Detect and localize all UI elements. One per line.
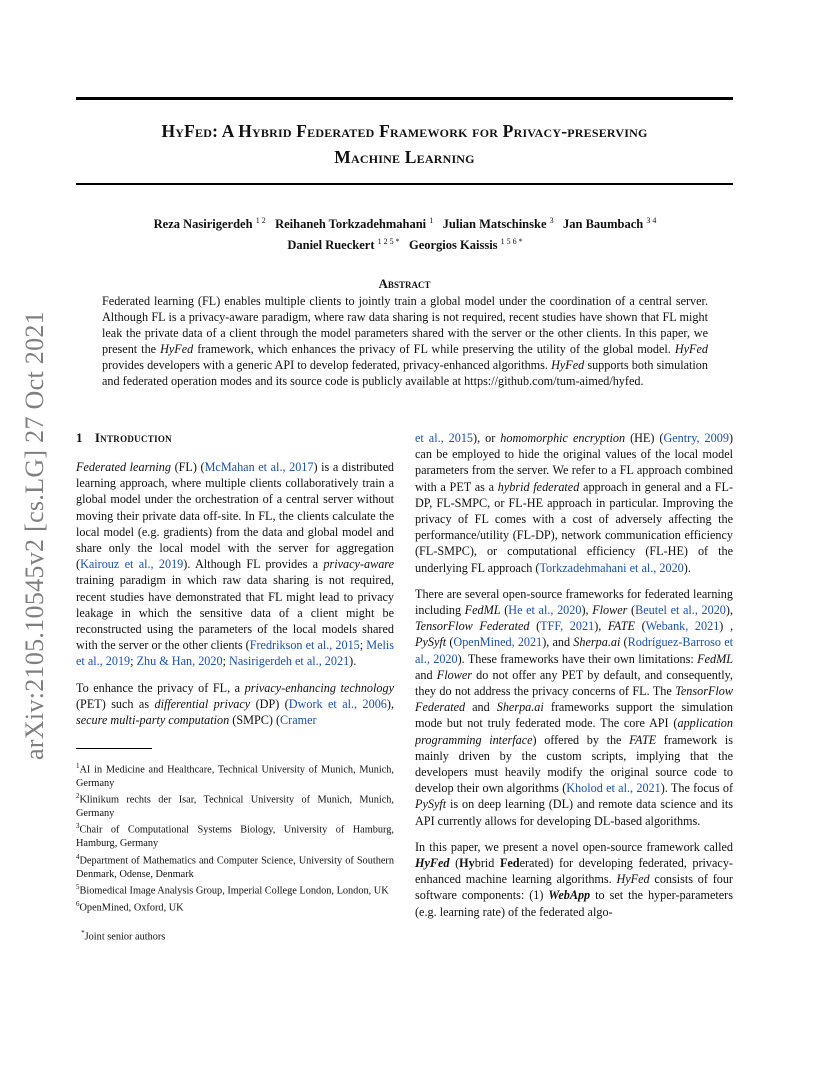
emphasis: Sherpa.ai [496,700,544,715]
abstract-text: framework, which enhances the privacy of FL while preserving the utility of the global model. [193,342,675,356]
footnote [76,790,394,820]
text: ), [386,696,394,711]
abstract-body [102,293,708,389]
abstract-text: supports both simulation and federated operation modes and its source code is publicly available at https://github.com/tum-aimed/hyfed. [102,358,708,388]
author-line-2 [90,233,720,254]
text: ; [130,654,137,669]
citation-link[interactable]: Fredrikson et al., 2015 [249,638,360,653]
emphasis: PySyft [415,635,447,650]
paragraph [76,680,394,729]
text: (HE) ( [625,431,664,445]
footnote [76,881,394,898]
text: ), [725,603,734,618]
footnote [76,820,394,850]
author-name: Jan Baumbach [563,217,644,232]
emphasis: Fed [499,856,520,871]
text: ; [222,654,230,669]
title-line-2: Machine Learning [334,147,475,167]
right-column [415,430,733,930]
author-affiliation: 1 2 [255,216,266,225]
emphasis: Flower [436,667,472,682]
text: ), [581,603,593,618]
text: frameworks support the simulation mode but not truly federated mode. The core API ( [415,700,733,731]
text: is on deep learning (DL) and remote data science and its API currently allows for developing DL-based algorithms. [415,797,733,828]
text: (FL) ( [170,460,205,474]
author-affiliation: 3 [549,216,554,225]
emphasis: FATE [629,732,657,747]
author-name: Reihaneh Torkzadehmahani [275,217,427,232]
author-line-1 [90,212,720,233]
section-number: 1 [76,430,83,445]
emphasis: Hy [459,856,475,871]
text: ( [529,619,541,634]
text: erated) for developing federated, privacy-enhanced machine learning algorithms. [415,856,733,887]
title-bottom-rule [76,183,733,185]
section-title: Introduction [94,430,172,445]
citation-link[interactable]: OpenMined, 2021 [453,635,543,650]
text: training paradigm in which raw data sharing is not required, recent studies have demonstrated that FL might lead to privacy leakage in which the sensitive data of a client might be reconstructed using the parameters of the local models shared with the server or the other clients ( [76,573,394,653]
citation-link[interactable]: Rodríguez-Barroso et al., 2020 [415,635,734,666]
text: ( [449,856,460,871]
emphasis: PySyft [415,797,447,812]
text: ). The focus of [660,781,734,796]
section-heading [76,430,172,446]
text: consists of four software components: (1) [415,872,733,903]
text: approach in general and a FL-DP, FL-SMPC, or FL-HE approach in particular. Improving the privacy of FL comes with a cost of adversely affecting the performance/utility (FL-DP), network communication efficiency (FL-SMPC), or computational efficiency (FL-HE) of the underlying FL approach ( [415,479,733,575]
footnotes [76,760,394,943]
emphasis: FATE [607,619,635,634]
paper-title [76,118,733,170]
text: do not offer any PET by default, and consequently, they do not address the privacy concerns of FL. The [415,667,733,699]
citation-link[interactable]: et al., 2015 [415,431,474,445]
author-list [90,212,720,254]
emphasis: TensorFlow Federated [415,684,733,715]
text: ) can be employed to hide the original values of the local model parameters from the server. We refer to a FL approach combined with a PET as a [415,431,733,494]
citation-link[interactable]: Nasirigerdeh et al., 2021 [229,654,350,669]
abstract-emphasis: HyFed [674,342,708,356]
citation-link[interactable]: Melis et al., 2019 [76,638,394,669]
footnote [76,851,394,881]
author-affiliation: 1 5 6 * [500,237,523,247]
text: ) , [719,619,733,634]
text: ), and [542,635,574,650]
text: ; [359,638,367,653]
author-affiliation: 1 [429,216,434,225]
citation-link[interactable]: TFF, 2021 [540,619,595,634]
footnote [76,898,394,915]
footnote-mark: 4 [76,852,80,861]
footnote-mark: * [81,928,85,937]
citation-link[interactable]: Webank, 2021 [645,619,720,634]
abstract-text: provides developers with a generic API to develop federated, privacy-enhanced algorithms. [102,358,552,372]
text: ( [634,619,646,634]
footnote-mark: 3 [76,822,80,831]
footnote-text: Klinikum rechts der Isar, Technical University of Munich, Munich, Germany [76,794,394,820]
citation-link[interactable]: Kholod et al., 2021 [566,781,661,796]
text: ( [446,635,454,650]
text: framework is mainly driven by the custom scripts, implying that the developers must heavily modify the original source code to develop their own algorithms ( [415,732,733,796]
emphasis: FedML [697,651,734,666]
footnote [76,927,394,944]
author-name: Daniel Rueckert [287,238,375,253]
emphasis: homomorphic encryption [500,431,626,445]
author-name: Georgios Kaissis [408,238,498,253]
emphasis: Flower [592,603,628,618]
citation-link[interactable]: Gentry, 2009 [663,431,729,445]
emphasis: TensorFlow Federated [415,619,530,634]
text: (SMPC) ( [229,713,281,728]
text: ). [683,560,691,575]
emphasis: FedML [464,603,501,618]
emphasis: WebApp [548,888,591,903]
citation-link[interactable]: Beutel et al., 2020 [635,603,726,618]
text: and [415,667,437,682]
abstract-emphasis: HyFed [160,342,194,356]
text: and [465,700,497,715]
citation-link[interactable]: Kairouz et al., 2019 [80,557,184,572]
footnote-text: Chair of Computational Systems Biology, University of Hamburg, Hamburg, Germany [76,824,394,850]
footnote-text: Joint senior authors [84,931,166,943]
emphasis: privacy-aware [323,557,394,572]
emphasis: Federated learning [76,460,171,474]
paragraph [76,459,394,670]
top-rule [76,97,733,100]
footnote-text: OpenMined, Oxford, UK [79,902,184,914]
text: brid [474,856,500,871]
text: ( [500,603,509,618]
text: ( [627,603,636,618]
footnote-mark: 6 [76,899,80,908]
emphasis: hybrid federated [497,479,580,494]
emphasis: HyFed [616,872,650,887]
text: ). Although FL provides a [183,557,324,572]
text: ). These frameworks have their own limitations: [457,651,698,666]
text: (PET) such as [76,696,155,711]
text: ), or [473,431,501,445]
abstract-heading: Abstract [378,276,431,291]
citation-link[interactable]: Torkzadehmahani et al., 2020 [539,560,684,575]
emphasis: privacy-enhancing technology [244,680,394,695]
footnote-rule [76,748,152,749]
left-column [76,459,394,738]
author-name: Reza Nasirigerdeh [153,217,253,232]
citation-link[interactable]: McMahan et al., 2017 [204,460,314,474]
paragraph [415,839,733,920]
footnote [76,760,394,790]
emphasis: secure multi-party computation [76,713,230,728]
paragraph [415,430,733,576]
emphasis: application programming interface [415,716,733,747]
footnote-mark: 1 [76,762,80,770]
footnote-text: Department of Mathematics and Computer Science, University of Southern Denmark, Odense, Denmark [76,855,394,880]
text: to set the hyper-parameters (e.g. learning rate) of the federated algo- [415,888,733,919]
citation-link[interactable]: Dwork et al., 2006 [288,696,387,711]
text: In this paper, we present a novel open-source framework called [415,839,733,854]
footnote-mark: 5 [76,882,80,891]
emphasis: Sherpa.ai [573,635,621,650]
emphasis: HyFed [415,856,450,871]
text: ). [349,654,357,669]
text: To enhance the privacy of FL, a [76,680,245,695]
author-name: Julian Matschinske [442,217,547,232]
text: ( [620,635,628,650]
text: There are several open-source frameworks for federated learning including [415,586,733,618]
author-affiliation: 3 4 [646,216,657,225]
text: ), [594,619,608,634]
title-line-1: HyFed: A Hybrid Federated Framework for Privacy-preserving [161,121,648,141]
arxiv-identifier-stamp: arXiv:2105.10545v2 [cs.LG] 27 Oct 2021 [20,311,49,760]
footnote-text: Biomedical Image Analysis Group, Imperial College London, London, UK [79,885,389,897]
text: (DP) ( [250,696,289,711]
text: ) is a distributed learning approach, where multiple clients collaboratively train a global model under the orchestration of a central server without moving their private data off-site. In FL, the clients calculate the local model (e.g. gradients) from the data and global model and share only the local model with the server for aggregation ( [76,460,394,572]
abstract-emphasis: HyFed [551,358,585,372]
citation-link[interactable]: Zhu & Han, 2020 [136,654,223,669]
abstract-text: Federated learning (FL) enables multiple clients to jointly train a global model under the coordination of a central server. Although FL is a privacy-aware paradigm, where raw data sharing is not required, recent studies have shown that FL might leak the private data of a client through the model parameters shared with the server or the other clients. In this paper, we present the [102,294,708,356]
citation-link[interactable]: Cramer [280,713,317,728]
footnote-mark: 2 [76,792,80,801]
paragraph [415,586,733,829]
citation-link[interactable]: He et al., 2020 [508,603,582,618]
emphasis: differential privacy [154,696,251,711]
author-affiliation: 1 2 5 * [377,237,400,247]
text: ) offered by the [532,732,630,747]
footnote-text: AI in Medicine and Healthcare, Technical University of Munich, Munich, Germany [76,764,394,789]
